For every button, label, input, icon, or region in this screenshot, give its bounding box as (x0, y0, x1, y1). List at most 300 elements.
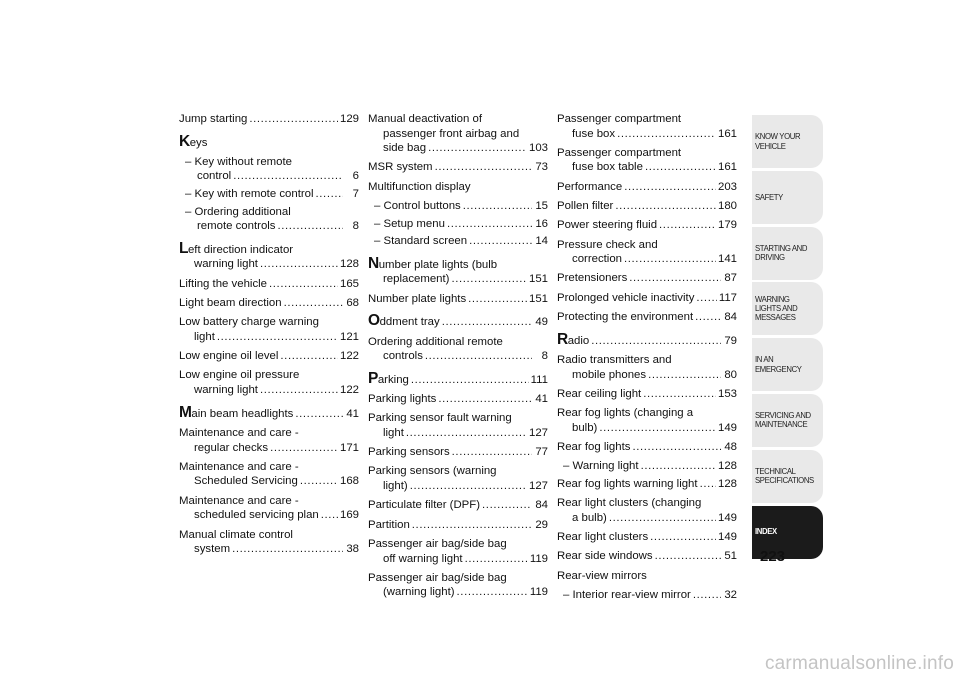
index-entry-text (197, 219, 276, 234)
index-entry-line (179, 296, 359, 311)
index-entry-line (368, 217, 548, 232)
index-entry-line (557, 406, 737, 421)
page-ref[interactable]: 161 (717, 127, 737, 140)
index-entry-line (179, 441, 359, 456)
index-entry (368, 498, 548, 513)
index-letter: P (368, 369, 378, 387)
section-tab[interactable] (752, 450, 823, 503)
index-entry-text (197, 169, 231, 184)
index-entry-text (572, 160, 643, 175)
index-entry (368, 335, 548, 364)
index-term: warning light (194, 384, 258, 397)
index-entry-text (179, 112, 247, 127)
dot-leader (438, 392, 532, 407)
dot-leader (451, 272, 527, 287)
index-entry-text (368, 112, 482, 127)
page-ref[interactable]: 41 (535, 393, 548, 406)
index-term: Parking sensors (368, 446, 450, 459)
section-tab[interactable] (752, 282, 823, 335)
index-term: – Control buttons (374, 200, 461, 213)
index-entry-line (368, 314, 548, 330)
index-entry-text (374, 234, 467, 249)
index-term: Low battery charge warning (179, 316, 319, 329)
dot-leader (659, 218, 716, 233)
page-ref[interactable]: 51 (724, 550, 737, 563)
index-entry-text (557, 440, 630, 455)
dot-leader (442, 315, 532, 330)
page-ref[interactable]: 128 (717, 460, 737, 473)
index-entry-text (374, 217, 445, 232)
index-entry-line (179, 426, 359, 441)
page-ref[interactable]: 111 (530, 373, 548, 386)
index-entry-text (368, 369, 409, 388)
index-entry-text (194, 474, 298, 489)
index-term: Number plate lights (368, 292, 467, 305)
dot-leader (300, 474, 338, 489)
index-entry-text (368, 518, 410, 533)
dot-leader (624, 252, 716, 267)
index-term: Rear light clusters (changing (557, 497, 702, 510)
index-term: Particulate filter (DPF) (368, 499, 481, 512)
index-term: adio (567, 334, 590, 347)
index-entry (368, 160, 548, 175)
index-entry-text (557, 549, 653, 564)
index-entry-text (557, 112, 681, 127)
index-entry-text (383, 349, 423, 364)
index-entry-line (179, 155, 359, 170)
index-term: eys (189, 136, 208, 149)
page-ref[interactable]: 77 (535, 446, 548, 459)
page-ref[interactable]: 49 (535, 316, 548, 329)
index-entry (179, 132, 359, 151)
index-entry-line (557, 530, 737, 545)
index-letter: L (179, 239, 188, 257)
index-entry (557, 459, 737, 474)
index-term: regular checks (194, 441, 269, 454)
index-term: Prolonged vehicle inactivity (557, 291, 695, 304)
index-entry (179, 239, 359, 272)
index-entry-text (179, 277, 267, 292)
index-entry-line (557, 238, 737, 253)
page-ref[interactable]: 80 (724, 368, 737, 381)
page-ref[interactable]: 15 (535, 200, 548, 213)
dot-leader (233, 169, 343, 184)
index-term: – Warning light (563, 460, 639, 473)
dot-leader (482, 498, 532, 513)
index-entry-text (368, 445, 450, 460)
page-ref[interactable]: 180 (717, 200, 737, 213)
dot-leader (260, 383, 338, 398)
index-entry-line (179, 330, 359, 345)
index-term: scheduled servicing plan (194, 509, 319, 522)
index-term: Lifting the vehicle (179, 277, 268, 290)
index-entry (557, 218, 737, 233)
dot-leader (447, 217, 532, 232)
index-entry (557, 353, 737, 382)
index-term: Passenger air bag/side bag (368, 571, 507, 584)
index-entry (368, 369, 548, 388)
page-ref[interactable]: 128 (339, 258, 359, 271)
index-entry-text (185, 187, 314, 202)
index-entry-text (383, 479, 408, 494)
index-entry-line (179, 528, 359, 543)
page-ref[interactable]: 84 (724, 311, 737, 324)
index-entry-text (179, 403, 294, 422)
index-entry-text (179, 315, 319, 330)
page-ref[interactable]: 103 (528, 142, 548, 155)
index-entry (557, 330, 737, 349)
index-letter: O (368, 312, 380, 330)
index-entry-line (179, 368, 359, 383)
index-entry-text (368, 314, 440, 330)
page-ref[interactable]: 32 (724, 588, 737, 601)
page-ref[interactable]: 203 (717, 180, 737, 193)
index-entry-text (383, 585, 455, 600)
index-entry (179, 315, 359, 344)
index-entry (557, 496, 737, 525)
page-ref[interactable]: 8 (541, 350, 548, 363)
index-entry-text (557, 530, 648, 545)
index-entry-line (557, 199, 737, 214)
index-entry-line (179, 474, 359, 489)
index-entry (557, 310, 737, 325)
index-term: – Ordering additional (185, 205, 291, 218)
section-tab[interactable] (752, 394, 823, 447)
index-term: correction (572, 253, 623, 266)
index-term: a bulb) (572, 511, 607, 524)
section-tab-label: TECHNICAL SPECIFICATIONS (755, 466, 814, 486)
section-tab-label: SERVICING AND MAINTENANCE (755, 410, 811, 430)
index-entry (368, 445, 548, 460)
index-term: mobile phones (572, 368, 647, 381)
index-entry-text (368, 411, 512, 426)
index-term: Rear ceiling light (557, 387, 642, 400)
index-entry-line (368, 426, 548, 441)
page-ref[interactable]: 165 (339, 277, 359, 290)
dot-leader (632, 440, 721, 455)
index-entry-line (557, 421, 737, 436)
index-term: bulb) (572, 421, 598, 434)
index-term: Rear fog lights (changing a (557, 407, 694, 420)
page-ref[interactable]: 151 (528, 273, 548, 286)
watermark: carmanualsonline.info (764, 653, 954, 674)
index-entry-line (368, 160, 548, 175)
index-entry (179, 296, 359, 311)
page-ref[interactable]: 8 (352, 220, 359, 233)
index-entry-text (194, 330, 215, 345)
index-entry (557, 477, 737, 492)
index-entry-text (557, 218, 657, 233)
dot-leader (463, 199, 532, 214)
section-tab[interactable] (752, 115, 823, 168)
page-ref[interactable]: 119 (529, 586, 548, 599)
index-term: Parking lights (368, 393, 437, 406)
index-entry-text (368, 254, 498, 273)
dot-leader (260, 257, 338, 272)
index-term: side bag (383, 142, 427, 155)
page-ref[interactable]: 41 (346, 407, 359, 420)
dot-leader (591, 334, 721, 349)
index-entry (368, 314, 548, 330)
index-entry (179, 403, 359, 422)
dot-leader (435, 160, 532, 175)
index-entry-text (557, 291, 694, 306)
index-entry-text (368, 160, 433, 175)
dot-leader (406, 426, 527, 441)
index-entry-text (179, 132, 208, 151)
index-entry-line (368, 180, 548, 195)
index-entry-text (563, 459, 639, 474)
index-entry-line (179, 239, 359, 258)
index-term: passenger front airbag and (383, 127, 520, 140)
index-term: Performance (557, 180, 623, 193)
index-entry (557, 199, 737, 214)
dot-leader (280, 349, 338, 364)
dot-leader (452, 445, 532, 460)
index-entry-text (179, 494, 299, 509)
page-ref[interactable]: 151 (528, 292, 548, 305)
index-entry-line (557, 310, 737, 325)
index-term: Power steering fluid (557, 219, 658, 232)
index-term: Partition (368, 518, 410, 531)
index-entry-line (368, 369, 548, 388)
dot-leader (693, 588, 721, 603)
page-ref[interactable]: 127 (528, 480, 548, 493)
page-ref[interactable]: 14 (535, 235, 548, 248)
page-ref[interactable]: 129 (339, 113, 359, 125)
index-column-1 (179, 112, 359, 561)
index-entry-text (572, 421, 597, 436)
index-entry-line (179, 542, 359, 557)
index-entry-line (368, 127, 548, 142)
page-ref[interactable]: 117 (718, 291, 737, 304)
index-entry-text (557, 353, 672, 368)
index-entry-text (383, 272, 449, 287)
section-tab[interactable] (752, 338, 823, 391)
index-entry-text (368, 392, 436, 407)
index-entry-text (557, 199, 613, 214)
index-entry-text (557, 310, 693, 325)
dot-leader (624, 180, 716, 195)
page-ref[interactable]: 121 (339, 330, 359, 343)
page-ref[interactable]: 16 (535, 217, 548, 230)
index-entry-text (194, 383, 258, 398)
index-entry-text (572, 368, 646, 383)
dot-leader (648, 368, 721, 383)
index-entry-text (179, 296, 282, 311)
page-ref[interactable]: 119 (529, 552, 548, 565)
index-entry-line (179, 460, 359, 475)
index-entry-line (557, 511, 737, 526)
page-ref[interactable]: 149 (717, 421, 737, 434)
index-entry-line (368, 479, 548, 494)
index-term: Maintenance and care - (179, 460, 299, 473)
index-entry-text (368, 498, 480, 513)
index-entry (557, 291, 737, 306)
index-term: light (383, 426, 404, 439)
index-entry-text (572, 511, 607, 526)
section-tab-label: WARNING LIGHTS AND MESSAGES (755, 294, 798, 323)
index-entry-text (368, 180, 471, 195)
index-entry-line (368, 234, 548, 249)
index-entry-line (179, 277, 359, 292)
page-ref[interactable]: 7 (352, 188, 359, 201)
index-term: Manual climate control (179, 528, 293, 541)
index-entry (557, 271, 737, 286)
index-entry-line (557, 112, 737, 127)
index-letter: R (557, 330, 568, 348)
dot-leader (316, 187, 343, 202)
index-term: Multifunction display (368, 180, 471, 193)
index-entry (557, 440, 737, 455)
index-term: arking (377, 373, 409, 386)
index-term: fuse box (572, 127, 616, 140)
section-tab-label: SAFETY (755, 191, 783, 202)
index-term: Rear light clusters (557, 530, 649, 543)
page-ref[interactable]: 153 (717, 387, 737, 400)
page-ref[interactable]: 169 (339, 509, 359, 522)
page-ref[interactable]: 122 (339, 384, 359, 397)
index-entry-line (368, 585, 548, 600)
index-entry (557, 146, 737, 175)
page-ref[interactable]: 87 (724, 272, 737, 285)
index-entry-line (557, 252, 737, 267)
index-entry-line (557, 160, 737, 175)
page-ref[interactable]: 48 (724, 440, 737, 453)
index-term: – Key with remote control (185, 188, 314, 201)
index-entry-text (557, 271, 627, 286)
section-tab[interactable] (752, 171, 823, 224)
index-term: Rear-view mirrors (557, 569, 647, 582)
index-entry (368, 254, 548, 287)
index-term: Low engine oil pressure (179, 369, 300, 382)
dot-leader (270, 441, 338, 456)
index-term: warning light (194, 258, 258, 271)
section-tab[interactable] (752, 227, 823, 280)
index-entry-text (194, 257, 258, 272)
page-ref[interactable]: 127 (528, 426, 548, 439)
index-entry-line (557, 353, 737, 368)
dot-leader (269, 277, 338, 292)
index-entry-line (368, 518, 548, 533)
index-entry-line (557, 218, 737, 233)
index-entry-line (368, 498, 548, 513)
index-term: off warning light (383, 552, 463, 565)
page-ref[interactable]: 6 (352, 170, 359, 183)
index-entry (179, 187, 359, 202)
index-entry-text (194, 441, 268, 456)
dot-leader (609, 511, 716, 526)
index-entry-line (557, 127, 737, 142)
index-term: Jump starting (179, 113, 248, 125)
dot-leader (641, 459, 716, 474)
index-entry-text (179, 460, 299, 475)
index-entry-line (179, 383, 359, 398)
index-entry (179, 460, 359, 489)
dot-leader (428, 141, 527, 156)
page-ref[interactable]: 171 (339, 441, 359, 454)
dot-leader (249, 112, 338, 127)
index-entry-line (557, 496, 737, 511)
index-term: Rear fog lights warning light (557, 477, 698, 490)
index-entry-line (557, 440, 737, 455)
index-term: (warning light) (383, 586, 455, 599)
index-entry (179, 155, 359, 184)
index-entry (368, 199, 548, 214)
index-entry (368, 411, 548, 440)
index-term: remote controls (197, 220, 276, 233)
index-entry-line (179, 508, 359, 523)
index-entry-line (557, 549, 737, 564)
index-entry-line (557, 569, 737, 584)
index-term: fuse box table (572, 161, 643, 174)
index-entry-line (557, 387, 737, 402)
dot-leader (457, 585, 528, 600)
page-ref[interactable]: 79 (724, 334, 737, 347)
index-entry-text (572, 127, 615, 142)
page-ref[interactable]: 122 (339, 350, 359, 363)
index-entry-line (368, 392, 548, 407)
page-ref[interactable]: 38 (346, 543, 359, 556)
index-entry-line (368, 571, 548, 586)
section-tabs (752, 115, 823, 561)
index-entry-line (368, 199, 548, 214)
dot-leader (295, 407, 343, 422)
page-ref[interactable]: 68 (346, 297, 359, 309)
dot-leader (696, 291, 716, 306)
index-entry-text (557, 406, 693, 421)
page-ref[interactable]: 179 (717, 219, 737, 232)
dot-leader (700, 477, 716, 492)
index-entry-line (179, 205, 359, 220)
index-entry-line (557, 291, 737, 306)
page-ref[interactable]: 161 (717, 161, 737, 174)
index-entry-text (185, 205, 291, 220)
dot-leader (425, 349, 532, 364)
dot-leader (412, 518, 532, 533)
index-entry-text (557, 146, 681, 161)
index-entry (179, 349, 359, 364)
page-ref[interactable]: 84 (535, 499, 548, 512)
page-ref[interactable]: 73 (535, 161, 548, 174)
index-entry (557, 569, 737, 584)
index-term: Passenger compartment (557, 146, 682, 159)
index-term: Ordering additional remote (368, 335, 503, 348)
index-term: – Standard screen (374, 235, 468, 248)
index-entry-line (368, 292, 548, 307)
page-ref[interactable]: 29 (535, 518, 548, 531)
index-entry (557, 406, 737, 435)
index-term: Pretensioners (557, 272, 628, 285)
index-entry-line (368, 464, 548, 479)
index-term: Rear fog lights (557, 440, 631, 453)
index-entry-text (179, 239, 294, 258)
page-ref[interactable]: 149 (717, 530, 737, 543)
page-number: 223 (760, 548, 786, 565)
page-ref[interactable]: 128 (717, 477, 737, 490)
page-ref[interactable]: 168 (339, 475, 359, 488)
index-entry-text (383, 141, 426, 156)
page-ref[interactable]: 141 (717, 253, 737, 266)
index-term: Rear side windows (557, 550, 653, 563)
page-ref[interactable]: 149 (717, 511, 737, 524)
index-entry-line (368, 411, 548, 426)
index-entry (557, 180, 737, 195)
index-term: Scheduled Servicing (194, 475, 298, 488)
index-term: Protecting the environment (557, 311, 694, 324)
index-entry-text (557, 180, 622, 195)
index-term: eft direction indicator (187, 243, 294, 256)
